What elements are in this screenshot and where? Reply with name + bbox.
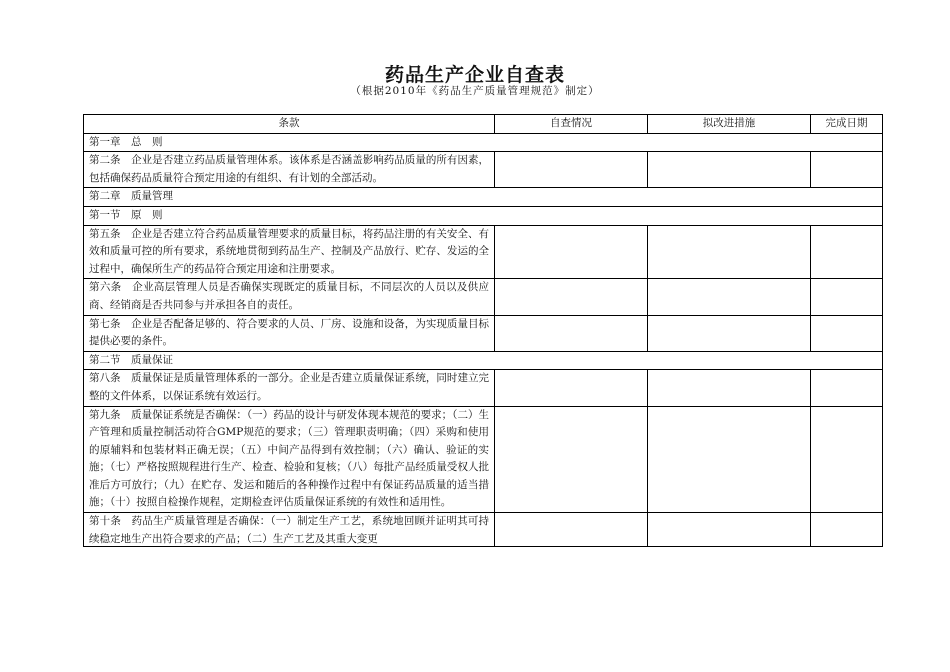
completion-date-cell[interactable] bbox=[811, 152, 883, 188]
table-header-row bbox=[84, 115, 883, 134]
improvement-cell[interactable] bbox=[648, 406, 811, 513]
self-check-cell[interactable] bbox=[495, 370, 648, 406]
clause-text: 第十条 药品生产质量管理是否确保：（一）制定生产工艺，系统地回顾并证明其可持续稳定地生产出符合要求的产品；（二）生产工艺及其重大变更 bbox=[89, 515, 489, 545]
self-check-cell[interactable] bbox=[495, 406, 648, 513]
improvement-cell[interactable] bbox=[648, 152, 811, 188]
self-check-cell[interactable] bbox=[495, 513, 648, 547]
improvement-cell[interactable] bbox=[648, 315, 811, 351]
self-check-cell[interactable] bbox=[495, 279, 648, 315]
improvement-cell[interactable] bbox=[648, 370, 811, 406]
section-row bbox=[84, 206, 883, 225]
table-row bbox=[84, 370, 883, 406]
section-row bbox=[84, 188, 883, 207]
completion-date-cell[interactable] bbox=[811, 513, 883, 547]
header-completion-date: 完成日期 bbox=[811, 115, 883, 134]
clause-text: 第六条 企业高层管理人员是否确保实现既定的质量目标，不同层次的人员以及供应商、经销商是否共同参与并承担各自的责任。 bbox=[84, 279, 495, 315]
clause-text: 第九条 质量保证系统是否确保：（一）药品的设计与研发体现本规范的要求；（二）生产管理和质量控制活动符合GMP规范的要求；（三）管理职责明确；（四）采购和使用的原辅料和包装材料正确无误；（五）中间产品得到有效控制；（六）确认、验证的实施；（七）严格按照规程进行生产、检查、检验和复核；（八）每批产品经质量受权人批准后方可放行；（九）在贮存、发运和随后的各种操作过程中有保证药品质量的适当措施；（十）按照自检操作规程，定期检查评估质量保证系统的有效性和适用性。 bbox=[84, 406, 495, 513]
improvement-cell[interactable] bbox=[648, 279, 811, 315]
document-subtitle: （根据2010年《药品生产质量管理规范》制定） bbox=[350, 85, 600, 97]
table-row bbox=[84, 406, 883, 513]
completion-date-cell[interactable] bbox=[811, 279, 883, 315]
table-row bbox=[84, 225, 883, 279]
completion-date-cell[interactable] bbox=[811, 315, 883, 351]
self-inspection-table bbox=[83, 114, 883, 547]
self-check-cell[interactable] bbox=[495, 225, 648, 279]
completion-date-cell[interactable] bbox=[811, 370, 883, 406]
header-improvement: 拟改进措施 bbox=[648, 115, 811, 134]
clause-text: 第五条 企业是否建立符合药品质量管理要求的质量目标，将药品注册的有关安全、有效和质量可控的所有要求，系统地贯彻到药品生产、控制及产品放行、贮存、发运的全过程中，确保所生产的药品符合预定用途和注册要求。 bbox=[84, 225, 495, 279]
section-label: 第二章 质量管理 bbox=[84, 188, 883, 207]
clause-text: 第二条 企业是否建立药品质量管理体系。该体系是否涵盖影响药品质量的所有因素，包括确保药品质量符合预定用途的有组织、有计划的全部活动。 bbox=[84, 152, 495, 188]
completion-date-cell[interactable] bbox=[811, 225, 883, 279]
table-row bbox=[84, 513, 883, 547]
table-row bbox=[84, 152, 883, 188]
completion-date-cell[interactable] bbox=[811, 406, 883, 513]
section-label: 第一节 原 则 bbox=[84, 206, 883, 225]
document-title: 药品生产企业自查表 bbox=[384, 64, 565, 86]
section-row bbox=[84, 133, 883, 152]
header-clause: 条款 bbox=[84, 115, 495, 134]
clause-text-truncated bbox=[84, 513, 495, 547]
self-check-cell[interactable] bbox=[495, 315, 648, 351]
clause-text: 第八条 质量保证是质量管理体系的一部分。企业是否建立质量保证系统，同时建立完整的文件体系，以保证系统有效运行。 bbox=[84, 370, 495, 406]
header-self-check: 自查情况 bbox=[495, 115, 648, 134]
section-row bbox=[84, 351, 883, 370]
section-label: 第一章 总 则 bbox=[84, 133, 883, 152]
improvement-cell[interactable] bbox=[648, 225, 811, 279]
table-row bbox=[84, 315, 883, 351]
improvement-cell[interactable] bbox=[648, 513, 811, 547]
clause-text: 第七条 企业是否配备足够的、符合要求的人员、厂房、设施和设备，为实现质量目标提供必要的条件。 bbox=[84, 315, 495, 351]
section-label: 第二节 质量保证 bbox=[84, 351, 883, 370]
table-row bbox=[84, 279, 883, 315]
self-check-cell[interactable] bbox=[495, 152, 648, 188]
